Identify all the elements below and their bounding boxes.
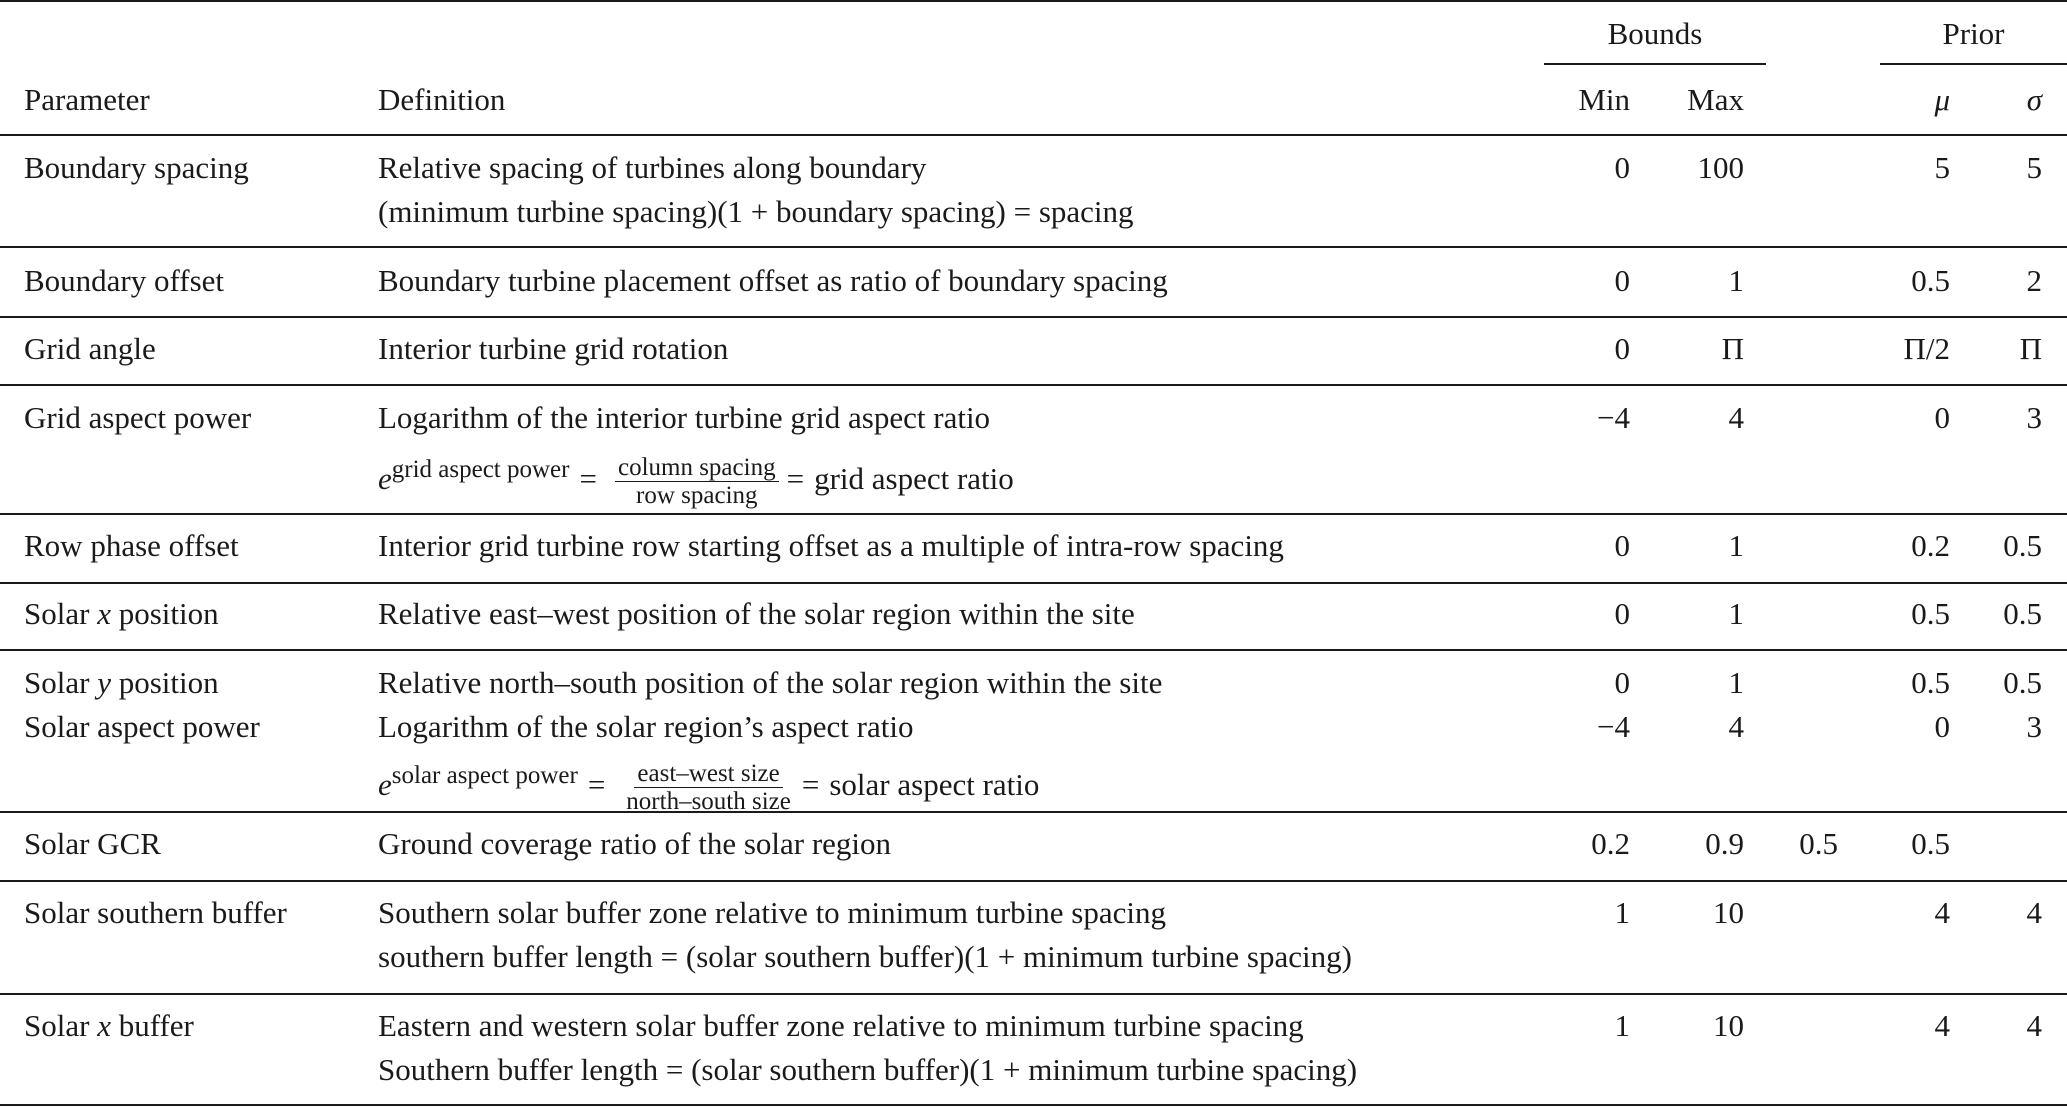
row-rule bbox=[0, 880, 2067, 882]
row-max: 4 bbox=[1728, 709, 1744, 744]
row-min: 1 bbox=[1614, 1008, 1630, 1043]
row-min: 0 bbox=[1614, 665, 1630, 700]
row-prior-mu: 0.2 bbox=[1911, 528, 1950, 563]
row-max: 1 bbox=[1728, 665, 1744, 700]
row-definition-equation: Southern buffer length = (solar southern buffer)(1 + minimum turbine spacing) bbox=[378, 1052, 1358, 1087]
row-parameter: Boundary spacing bbox=[24, 150, 249, 185]
row-rule bbox=[0, 316, 2067, 318]
row-parameter: Row phase offset bbox=[24, 528, 239, 563]
row-prior-sigma: 3 bbox=[2026, 709, 2042, 744]
row-min: 0 bbox=[1614, 331, 1630, 366]
row-parameter: Solar x buffer bbox=[24, 1008, 194, 1043]
row-prior-mu: 4 bbox=[1934, 895, 1950, 930]
prior-rule bbox=[1880, 63, 2067, 65]
row-parameter: Grid aspect power bbox=[24, 400, 252, 435]
bounds-rule bbox=[1544, 63, 1766, 65]
column-header-parameter: Parameter bbox=[24, 82, 150, 117]
row-min: 0 bbox=[1614, 528, 1630, 563]
row-max: 10 bbox=[1713, 895, 1744, 930]
row-parameter: Solar southern buffer bbox=[24, 895, 287, 930]
group-header-bounds: Bounds bbox=[1607, 16, 1703, 51]
row-max: Π bbox=[1721, 331, 1744, 366]
row-min: 0 bbox=[1614, 263, 1630, 298]
fraction-numerator: column spacing bbox=[615, 454, 779, 482]
row-definition: Logarithm of the solar region’s aspect ratio bbox=[378, 709, 914, 744]
row-definition: Southern solar buffer zone relative to minimum turbine spacing bbox=[378, 895, 1167, 930]
column-header-sigma: σ bbox=[2026, 82, 2042, 117]
row-min: −4 bbox=[1597, 400, 1630, 435]
row-definition-equation: $e^{solar aspect power}$ = $\frac{\text{east–west size}}{\text{north–south size}}$ = solar aspect ratio bbox=[378, 760, 1040, 816]
fraction-denominator: row spacing bbox=[636, 482, 758, 510]
fraction-denominator: north–south size bbox=[626, 788, 791, 816]
row-max: 100 bbox=[1697, 150, 1744, 185]
row-prior-sigma: 4 bbox=[2026, 1008, 2042, 1043]
row-rule bbox=[0, 246, 2067, 248]
row-min: 0 bbox=[1614, 150, 1630, 185]
row-prior-mu: Π/2 bbox=[1903, 331, 1950, 366]
row-definition-equation: $e^{grid aspect power}$ = $\frac{\text{column spacing}}{\text{row spacing}}$ = grid aspect ratio bbox=[378, 454, 1014, 510]
row-rule bbox=[0, 384, 2067, 386]
row-prior-mu: 5 bbox=[1934, 150, 1950, 185]
row-prior-sigma: 3 bbox=[2026, 400, 2042, 435]
row-parameter: Solar x position bbox=[24, 596, 219, 631]
row-min: −4 bbox=[1597, 709, 1630, 744]
row-prior-mu: 4 bbox=[1934, 1008, 1950, 1043]
row-prior-mu: 0.5 bbox=[1911, 665, 1950, 700]
row-min: 0.2 bbox=[1591, 826, 1630, 861]
row-parameter: Grid angle bbox=[24, 331, 156, 366]
row-max: 0.9 bbox=[1705, 826, 1744, 861]
row-definition: Boundary turbine placement offset as ratio of boundary spacing bbox=[378, 263, 1168, 298]
row-definition-equation: southern buffer length = (solar southern buffer)(1 + minimum turbine spacing) bbox=[378, 939, 1352, 974]
bottom-rule bbox=[0, 1104, 2067, 1106]
row-max: 10 bbox=[1713, 1008, 1744, 1043]
row-prior-sigma: 2 bbox=[2026, 263, 2042, 298]
column-header-max: Max bbox=[1687, 82, 1744, 117]
row-rule bbox=[0, 993, 2067, 995]
row-prior-sigma: 5 bbox=[2026, 150, 2042, 185]
row-definition: Eastern and western solar buffer zone relative to minimum turbine spacing bbox=[378, 1008, 1304, 1043]
fraction-numerator: east–west size bbox=[634, 760, 782, 788]
row-definition: Relative spacing of turbines along boundary bbox=[378, 150, 927, 185]
row-max: 1 bbox=[1728, 263, 1744, 298]
equation-rhs: solar aspect ratio bbox=[829, 767, 1040, 802]
row-rule bbox=[0, 649, 2067, 651]
row-prior-sigma: Π bbox=[2019, 331, 2042, 366]
row-prior-sigma: 0.5 bbox=[2003, 665, 2042, 700]
row-prior-sigma: 0.5 bbox=[2003, 528, 2042, 563]
row-min: 0 bbox=[1614, 596, 1630, 631]
row-prior-sigma: 0.5 bbox=[2003, 596, 2042, 631]
equation-base: e bbox=[378, 461, 392, 496]
row-max: 1 bbox=[1728, 528, 1744, 563]
row-definition: Logarithm of the interior turbine grid aspect ratio bbox=[378, 400, 991, 435]
row-parameter: Boundary offset bbox=[24, 263, 225, 298]
row-definition: Interior grid turbine row starting offset as a multiple of intra-row spacing bbox=[378, 528, 1284, 563]
row-definition: Interior turbine grid rotation bbox=[378, 331, 729, 366]
row-parameter: Solar y position bbox=[24, 665, 219, 700]
row-prior-mu: 0.5 bbox=[1799, 826, 1838, 861]
row-parameter: Solar GCR bbox=[24, 826, 161, 861]
row-prior-sigma: 0.5 bbox=[1911, 826, 1950, 861]
row-prior-mu: 0 bbox=[1934, 400, 1950, 435]
row-prior-mu: 0.5 bbox=[1911, 263, 1950, 298]
row-definition: Relative north–south position of the solar region within the site bbox=[378, 665, 1163, 700]
row-prior-sigma: 4 bbox=[2026, 895, 2042, 930]
equation-fraction bbox=[623, 760, 794, 815]
top-rule bbox=[0, 0, 2067, 2]
column-header-mu: μ bbox=[1934, 82, 1950, 117]
equation-exponent: solar aspect power bbox=[391, 762, 578, 789]
row-max: 4 bbox=[1728, 400, 1744, 435]
column-header-definition: Definition bbox=[378, 82, 506, 117]
row-prior-mu: 0 bbox=[1934, 709, 1950, 744]
equation-base: e bbox=[378, 767, 392, 802]
row-max: 1 bbox=[1728, 596, 1744, 631]
row-parameter: Solar aspect power bbox=[24, 709, 260, 744]
header-rule bbox=[0, 134, 2067, 136]
row-definition: Ground coverage ratio of the solar region bbox=[378, 826, 892, 861]
row-definition: Relative east–west position of the solar region within the site bbox=[378, 596, 1135, 631]
row-prior-mu: 0.5 bbox=[1911, 596, 1950, 631]
equation-rhs: grid aspect ratio bbox=[814, 461, 1014, 496]
row-rule bbox=[0, 582, 2067, 584]
row-min: 1 bbox=[1614, 895, 1630, 930]
equation-fraction bbox=[615, 454, 779, 509]
column-header-min: Min bbox=[1578, 82, 1630, 117]
row-rule bbox=[0, 513, 2067, 515]
equation-exponent: grid aspect power bbox=[391, 456, 570, 483]
row-definition-equation: (minimum turbine spacing)(1 + boundary spacing) = spacing bbox=[378, 194, 1134, 229]
group-header-prior: Prior bbox=[1942, 16, 2005, 51]
